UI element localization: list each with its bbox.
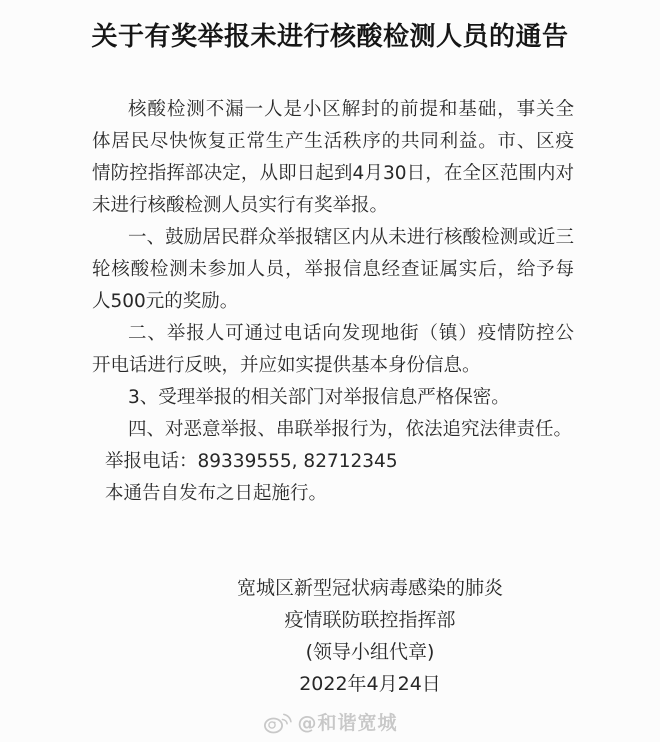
notice-line: 开电话进行反映，并应如实提供基本身份信息。	[92, 355, 481, 376]
notice-line: 轮核酸检测未参加人员，举报信息经查证属实后，给予每	[92, 259, 574, 280]
signature-seal-note: (领导小组代章)	[305, 641, 435, 663]
notice-line-item-1: 一、鼓励居民群众举报辖区内从未进行核酸检测或近三	[128, 227, 574, 248]
watermark	[0, 708, 660, 735]
signature-block	[80, 572, 660, 700]
notice-effective-line: 本通告自发布之日起施行。	[105, 483, 328, 504]
weibo-icon	[262, 710, 292, 734]
notice-line: 人500元的奖励。	[92, 291, 239, 312]
notice-line: 体居民尽快恢复正常生产生活秩序的共同利益。市、区疫	[92, 131, 574, 152]
notice-title: 关于有奖举报未进行核酸检测人员的通告	[91, 22, 569, 52]
notice-body	[92, 94, 574, 510]
signature-org-line-2: 疫情联防联控指挥部	[284, 609, 456, 631]
notice-line-item-2: 二、举报人可通过电话向发现地街（镇）疫情防控公	[128, 323, 574, 344]
notice-line: 情防控指挥部决定，从即日起到4月30日，在全区范围内对	[92, 163, 574, 184]
notice-line: 未进行核酸检测人员实行有奖举报。	[92, 195, 389, 216]
notice-hotline-line: 举报电话：89339555, 82712345	[105, 451, 398, 472]
notice-line-item-3: 3、受理举报的相关部门对举报信息严格保密。	[128, 387, 510, 408]
notice-line-item-4: 四、对恶意举报、串联举报行为，依法追究法律责任。	[128, 419, 573, 440]
signature-date: 2022年4月24日	[299, 673, 441, 695]
signature-org-line-1: 宽城区新型冠状病毒感染的肺炎	[236, 577, 503, 599]
watermark-handle: @和谐宽城	[297, 712, 398, 734]
notice-line: 核酸检测不漏一人是小区解封的前提和基础，事关全	[128, 99, 574, 120]
